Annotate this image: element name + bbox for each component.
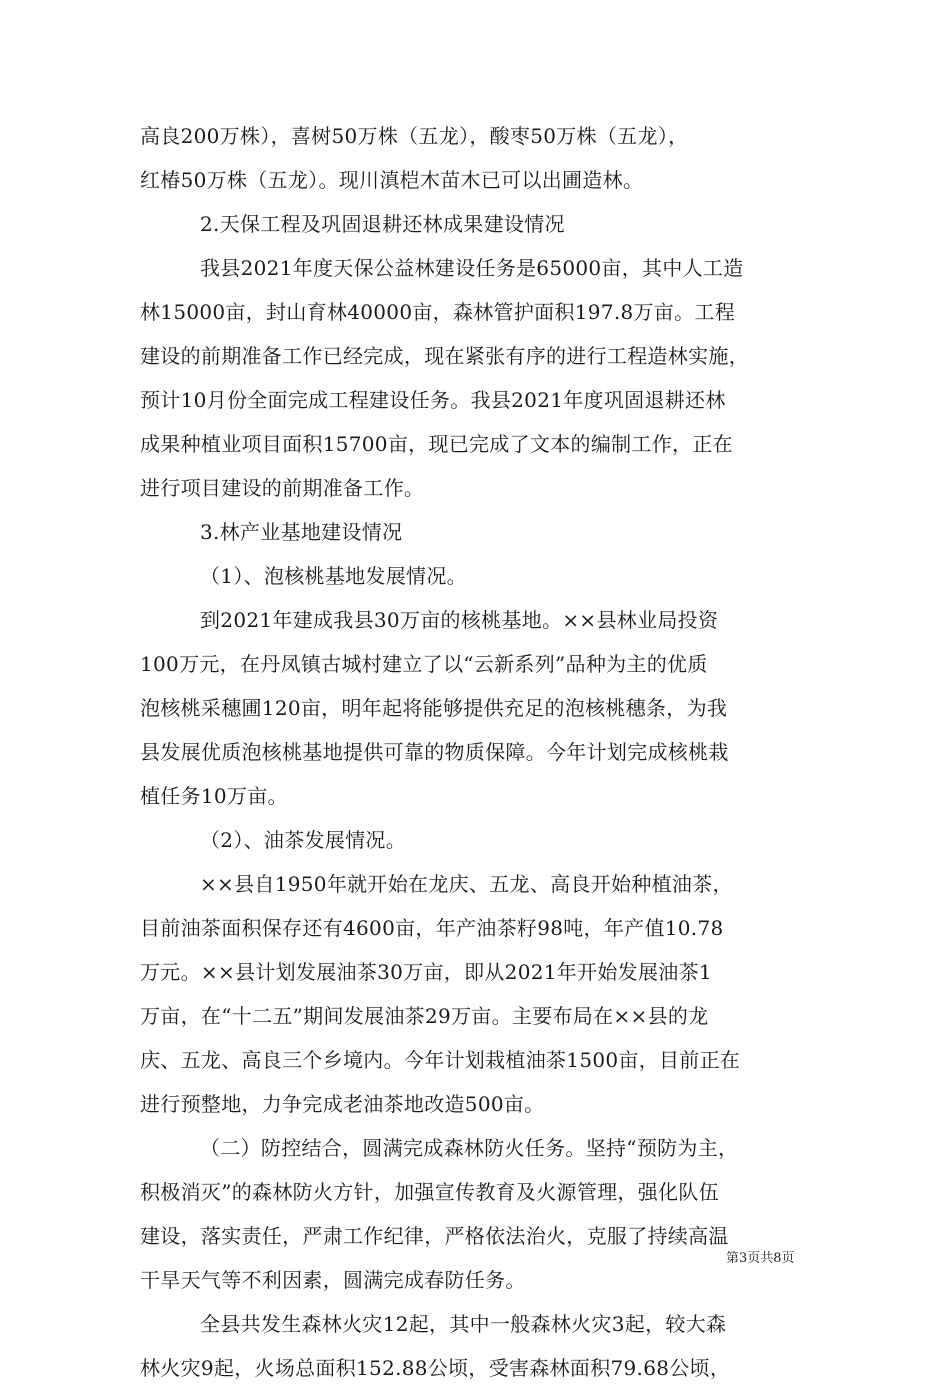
section-heading: 2.天保工程及巩固退耕还林成果建设情况: [200, 212, 565, 236]
text-line: 积极消灭”的森林防火方针，加强宣传教育及火源管理，强化队伍: [140, 1180, 719, 1204]
text-line: 干旱天气等不利因素，圆满完成春防任务。: [140, 1268, 526, 1292]
body-text: [140, 114, 820, 1390]
text-line: 成果种植业项目面积15700亩，现已完成了文本的编制工作，正在: [140, 432, 733, 456]
text-line: 庆、五龙、高良三个乡境内。今年计划栽植油茶1500亩，目前正在: [140, 1048, 741, 1072]
text-line: 泡核桃采穗圃120亩，明年起将能够提供充足的泡核桃穗条，为我: [140, 696, 728, 720]
text-line: 100万元，在丹凤镇古城村建立了以“云新系列”品种为主的优质: [140, 652, 708, 676]
text-line: 建设的前期准备工作已经完成，现在紧张有序的进行工程造林实施，: [140, 344, 749, 368]
text-line: 林15000亩，封山育林40000亩，森林管护面积197.8万亩。工程: [140, 300, 736, 324]
text-line: ××县自1950年就开始在龙庆、五龙、高良开始种植油茶，: [200, 872, 733, 896]
subsection-heading: （2）、油茶发展情况。: [200, 828, 407, 852]
text-line: 预计10月份全面完成工程建设任务。我县2021年度巩固退耕还林: [140, 388, 726, 412]
text-line: 万亩，在“十二五”期间发展油茶29万亩。主要布局在××县的龙: [140, 1004, 709, 1028]
text-line: 进行项目建设的前期准备工作。: [140, 476, 425, 500]
text-line: 目前油茶面积保存还有4600亩，年产油茶籽98吨，年产值10.78: [140, 916, 724, 940]
section-heading: （二）防控结合，圆满完成森林防火任务。坚持“预防为主，: [200, 1136, 739, 1160]
text-line: 全县共发生森林火灾12起，其中一般森林火灾3起，较大森: [200, 1312, 727, 1336]
text-line: 植任务10万亩。: [140, 784, 288, 808]
text-line: 林火灾9起，火场总面积152.88公顷，受害森林面积79.68公顷，: [140, 1356, 731, 1380]
text-line: 红椿50万株（五龙）。现川滇桤木苗木已可以出圃造林。: [140, 168, 644, 192]
subsection-heading: （1）、泡核桃基地发展情况。: [200, 564, 467, 588]
text-line: 到2021年建成我县30万亩的核桃基地。××县林业局投资: [200, 608, 719, 632]
text-line: 我县2021年度天保公益林建设任务是65000亩，其中人工造: [200, 256, 744, 280]
text-line: 高良200万株），喜树50万株（五龙），酸枣50万株（五龙），: [140, 124, 689, 148]
text-line: 县发展优质泡核桃基地提供可靠的物质保障。今年计划完成核桃栽: [140, 740, 729, 764]
text-line: 进行预整地，力争完成老油茶地改造500亩。: [140, 1092, 545, 1116]
text-line: 建设，落实责任，严肃工作纪律，严格依法治火，克服了持续高温: [140, 1224, 729, 1248]
page-number: 第3页共8页: [726, 1251, 795, 1266]
text-line: 万元。××县计划发展油茶30万亩，即从2021年开始发展油茶1: [140, 960, 712, 984]
section-heading: 3.林产业基地建设情况: [200, 520, 403, 544]
